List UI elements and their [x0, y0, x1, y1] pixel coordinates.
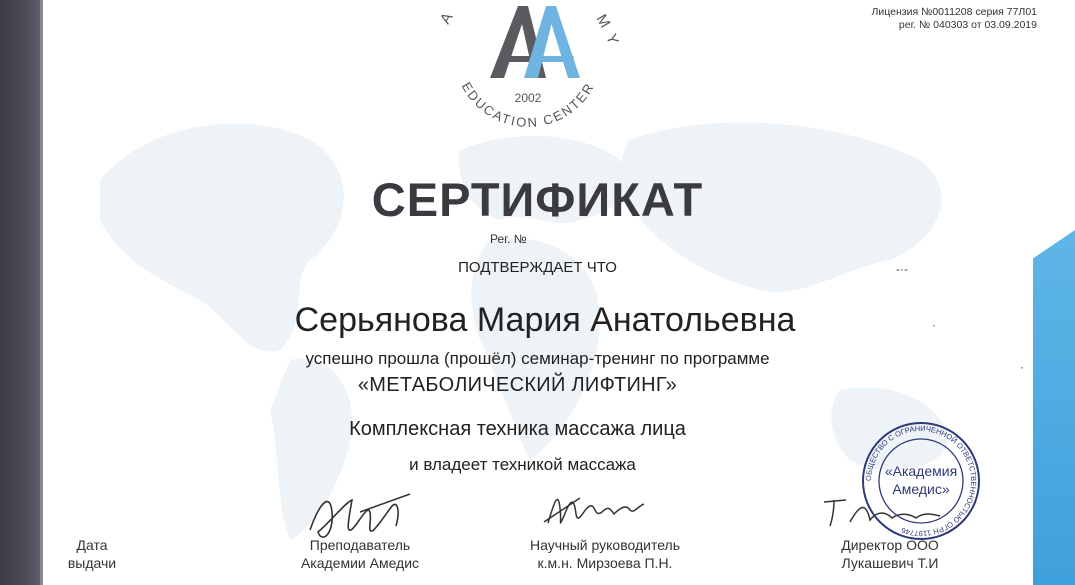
supervisor-name: к.м.н. Мирзоева П.Н.: [537, 555, 673, 571]
certificate-title: СЕРТИФИКАТ: [371, 173, 704, 226]
teacher-title: Преподаватель: [309, 537, 411, 553]
logo-year: 2002: [514, 91, 542, 105]
registration-number-label: Рег. №: [490, 232, 527, 246]
stamp-center-line1: «Академия: [884, 463, 958, 479]
director-title: Директор ООО: [841, 537, 939, 553]
stamp-ring-text: ОБЩЕСТВО С ОГРАНИЧЕННОЙ ОТВЕТСТВЕННОСТЬЮ ОГРН 1197746: [863, 423, 979, 539]
logo-ring-text: EDUCATION CENTER: [458, 79, 598, 131]
course-name: Комплексная техника массажа лица: [349, 418, 686, 440]
supervisor-signature: [540, 478, 650, 538]
left-stripe-edge: [40, 0, 43, 585]
director-name: Лукашевич Т.И: [841, 555, 939, 571]
issue-date-label: [62, 536, 122, 572]
logo-ring-letter-a: A: [436, 9, 457, 28]
scan-mark: -·-: [896, 262, 908, 276]
organization-stamp: [860, 420, 982, 542]
license-info: [872, 6, 1038, 32]
skill-statement: и владеет техникой массажа: [409, 455, 636, 474]
stamp-center-line2: Амедис»: [892, 481, 950, 497]
teacher-org: Академии Амедис: [300, 555, 420, 571]
license-line: Лицензия №0011208 серия 77Л01: [871, 6, 1037, 18]
logo-ring-letter-y: Y: [602, 31, 622, 47]
program-name: «МЕТАБОЛИЧЕСКИЙ ЛИФТИНГ»: [357, 374, 678, 396]
registration-line: рег. № 040303 от 03.09.2019: [898, 19, 1037, 31]
left-decorative-stripe: [0, 0, 40, 585]
logo-ring-letter-m: M: [592, 11, 614, 31]
issue-date-line2: выдачи: [67, 555, 117, 571]
confirms-text: ПОДТВЕРЖДАЕТ ЧТО: [458, 259, 617, 276]
supervisor-title: Научный руководитель: [529, 537, 681, 553]
teacher-label: [280, 536, 440, 572]
recipient-name: Серьянова Мария Анатольевна: [294, 301, 796, 339]
scan-mark: ·: [1020, 360, 1024, 374]
director-label: [830, 536, 950, 572]
scan-mark: ·: [932, 318, 936, 332]
completion-text: успешно прошла (прошёл) семинар-тренинг по программе: [305, 349, 770, 368]
logo-monogram: [490, 6, 580, 78]
supervisor-label: [505, 536, 705, 572]
issue-date-line1: Дата: [76, 537, 108, 553]
academy-logo: [428, 0, 628, 140]
